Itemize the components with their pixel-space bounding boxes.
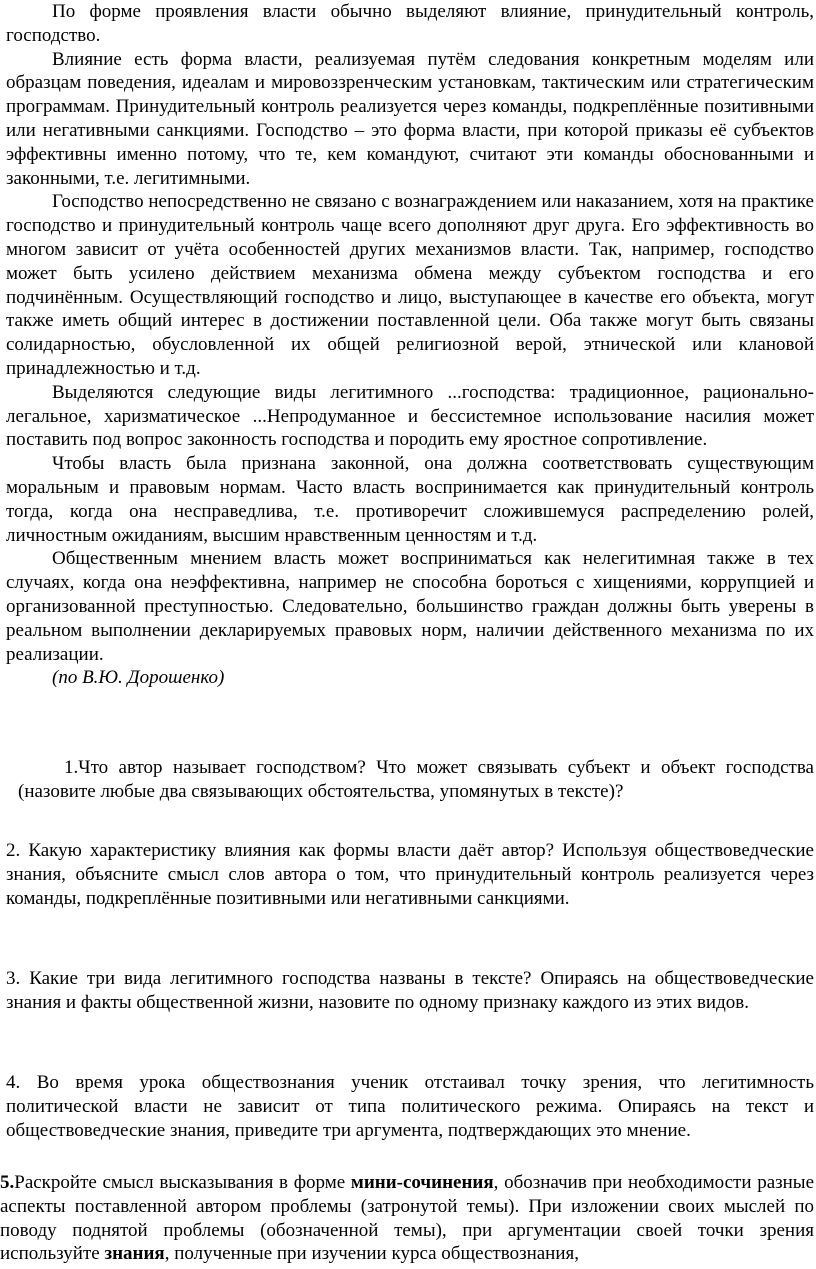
question-5-text-c: , полученные при изучении курса обществознания, (164, 1243, 580, 1265)
paragraph-1: По форме проявления власти обычно выделяют влияние, принудительный контроль, господство. (6, 1, 814, 46)
author-citation: (по В.Ю. Дорошенко) (52, 667, 225, 689)
paragraph-2: Влияние есть форма власти, реализуемая путём следования конкретным моделям или образцам поведения, идеалам и мировоззренческим установкам, тактическим или стратегическим программам. Принудительный контроль реализуется через команды, подкреплённые позитивными или негативными санкциями. Господство – это форма власти, при которой приказы её субъектов эффективны именно потому, что те, кем командуют, считают эти команды обоснованными и законными, т.е. легитимными. (6, 48, 814, 189)
paragraph-4: Выделяются следующие виды легитимного ...господства: традиционное, рационально-легальное, харизматическое ...Непродуманное и бессистемное использование насилия может поставить под вопрос законность господства и породить ему яростное сопротивление. (6, 381, 814, 451)
question-1: 1.Что автор называет господством? Что может связывать субъект и объект господства (назовите любые два связывающих обстоятельства, упомянутых в тексте)? (18, 757, 814, 802)
question-5-bold-term-2: знания (104, 1243, 165, 1265)
question-2: 2. Какую характеристику влияния как формы власти даёт автор? Используя обществоведческие знания, объясните смысл слов автора о том, что принудительный контроль реализуется через команды, подкреплённые позитивными или негативными санкциями. (6, 840, 814, 909)
question-4: 4. Во время урока обществознания ученик отстаивал точку зрения, что легитимность политической власти не зависит от типа политического режима. Опираясь на текст и обществоведческие знания, приведите три аргумента, подтверждающих это мнение. (6, 1072, 814, 1141)
paragraph-6: Общественным мнением власть может восприниматься как нелегитимная также в тех случаях, когда она неэффективна, например не способна бороться с хищениями, коррупцией и организованной преступностью. Следовательно, большинство граждан должны быть уверены в реальном выполнении декларируемых правовых норм, наличии действенного механизма по их реализации. (6, 548, 814, 665)
question-5-text-b: , обозначив при необходимости разные аспекты поставленной автором проблемы (затронутой темы). При изложении своих мыслей по поводу поднятой проблемы (обозначенной темы), при аргументации своей точки зрения используйте (0, 1172, 815, 1265)
question-5-text-a: Раскройте смысл высказывания в форме (14, 1172, 351, 1193)
question-3: 3. Какие три вида легитимного господства названы в тексте? Опираясь на обществоведческие знания и факты общественной жизни, назовите по одному признаку каждого из этих видов. (6, 968, 814, 1013)
question-5 (0, 1171, 814, 1266)
question-5-number: 5. (0, 1172, 15, 1193)
paragraph-5: Чтобы власть была признана законной, она должна соответствовать существующим моральным и правовым нормам. Часто власть воспринимается как принудительный контроль тогда, когда она несправедлива, т.е. противоречит сложившемуся распределению ролей, личностным ожиданиям, высшим нравственным ценностям и т.д. (6, 453, 814, 546)
question-5-bold-term-1: мини-сочинения (350, 1172, 494, 1193)
paragraph-3: Господство непосредственно не связано с вознаграждением или наказанием, хотя на практике господство и принудительный контроль чаще всего дополняют друг друга. Его эффективность во многом зависит от учёта особенностей других механизмов власти. Так, например, господство может быть усилено действием механизма обмена между субъектом господства и его подчинённым. Осуществляющий господство и лицо, выступающее в качестве его объекта, могут также иметь общий интерес в достижении поставленной цели. Оба также могут быть связаны солидарностью, обусловленной их общей религиозной верой, этнической или клановой принадлежностью и т.д. (6, 191, 814, 379)
